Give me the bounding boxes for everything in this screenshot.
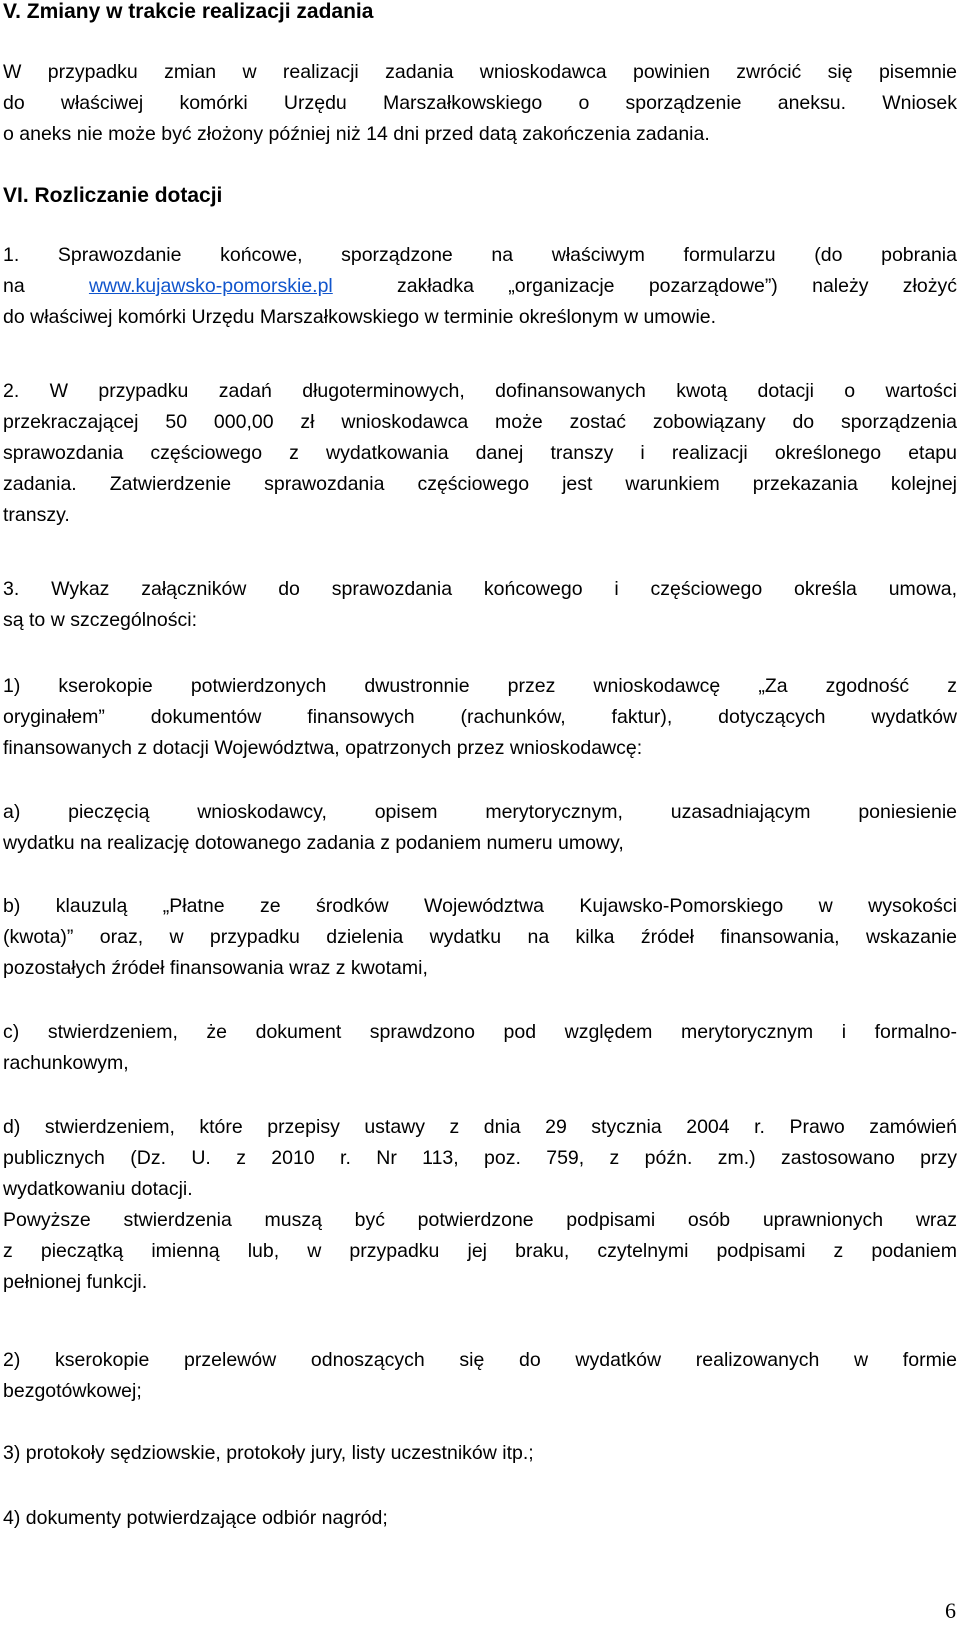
paragraph-line: z pieczątką imienną lub, w przypadku jej braku, czytelnymi podpisami z podaniem xyxy=(3,1240,957,1262)
paragraph-line: są to w szczególności: xyxy=(3,609,198,631)
section-5-heading: V. Zmiany w trakcie realizacji zadania xyxy=(3,0,374,23)
paragraph-line: c) stwierdzeniem, że dokument sprawdzono pod względem merytorycznym i formalno- xyxy=(3,1021,957,1043)
section-5-paragraph xyxy=(3,57,957,150)
item-1-paragraph xyxy=(3,240,957,333)
attachment-1d xyxy=(3,1112,957,1205)
attachment-2 xyxy=(3,1345,957,1407)
paragraph-line: oryginałem” dokumentów finansowych (rachunków, faktur), dotyczących wydatków xyxy=(3,706,957,728)
paragraph-line: a) pieczęcią wnioskodawcy, opisem merytorycznym, uzasadniającym poniesienie xyxy=(3,801,957,823)
paragraph-line: publicznych (Dz. U. z 2010 r. Nr 113, poz. 759, z późn. zm.) zastosowano przy xyxy=(3,1147,957,1169)
paragraph-line: b) klauzulą „Płatne ze środków Województwa Kujawsko-Pomorskiego w wysokości xyxy=(3,895,957,917)
paragraph-text: zakładka „organizacje pozarządowe”) należy złożyć xyxy=(397,275,957,297)
website-link[interactable]: www.kujawsko-pomorskie.pl xyxy=(88,275,333,297)
paragraph-line: zadania. Zatwierdzenie sprawozdania częściowego jest warunkiem przekazania kolejnej xyxy=(3,473,957,495)
paragraph-line: d) stwierdzeniem, które przepisy ustawy z dnia 29 stycznia 2004 r. Prawo zamówień xyxy=(3,1116,957,1138)
section-6-heading: VI. Rozliczanie dotacji xyxy=(3,184,223,207)
paragraph-line: pozostałych źródeł finansowania wraz z kwotami, xyxy=(3,957,428,979)
attachment-4: 4) dokumenty potwierdzające odbiór nagród; xyxy=(3,1507,388,1529)
paragraph-line: (kwota)” oraz, w przypadku dzielenia wydatku na kilka źródeł finansowania, wskazanie xyxy=(3,926,957,948)
attachment-3: 3) protokoły sędziowskie, protokoły jury, listy uczestników itp.; xyxy=(3,1442,534,1464)
paragraph-line: 1. Sprawozdanie końcowe, sporządzone na właściwym formularzu (do pobrania xyxy=(3,244,957,266)
confirmation-paragraph xyxy=(3,1205,957,1298)
item-3-paragraph xyxy=(3,574,957,636)
attachment-1c xyxy=(3,1017,957,1079)
paragraph-line: Powyższe stwierdzenia muszą być potwierdzone podpisami osób uprawnionych wraz xyxy=(3,1209,957,1231)
paragraph-line: 3. Wykaz załączników do sprawozdania końcowego i częściowego określa umowa, xyxy=(3,578,957,600)
paragraph-line: 2. W przypadku zadań długoterminowych, dofinansowanych kwotą dotacji o wartości xyxy=(3,380,957,402)
paragraph-line: finansowanych z dotacji Województwa, opatrzonych przez wnioskodawcę: xyxy=(3,737,643,759)
paragraph-line: bezgotówkowej; xyxy=(3,1380,142,1402)
paragraph-line: W przypadku zmian w realizacji zadania wnioskodawca powinien zwrócić się pisemnie xyxy=(3,61,957,83)
page-number: 6 xyxy=(945,1598,956,1623)
attachment-1a xyxy=(3,797,957,859)
paragraph-line: rachunkowym, xyxy=(3,1052,129,1074)
attachment-1 xyxy=(3,671,957,764)
paragraph-line: wydatkowaniu dotacji. xyxy=(3,1178,193,1200)
paragraph-line: do właściwej komórki Urzędu Marszałkowskiego o sporządzenie aneksu. Wniosek xyxy=(3,92,957,114)
paragraph-line: 1) kserokopie potwierdzonych dwustronnie przez wnioskodawcę „Za zgodność z xyxy=(3,675,957,697)
paragraph-line: przekraczającej 50 000,00 zł wnioskodawca może zostać zobowiązany do sporządzenia xyxy=(3,411,957,433)
paragraph-line: transzy. xyxy=(3,504,70,526)
paragraph-line: wydatku na realizację dotowanego zadania z podaniem numeru umowy, xyxy=(3,832,624,854)
paragraph-line: 2) kserokopie przelewów odnoszących się do wydatków realizowanych w formie xyxy=(3,1349,957,1371)
paragraph-line: o aneks nie może być złożony później niż 14 dni przed datą zakończenia zadania. xyxy=(3,123,710,145)
paragraph-line-with-link xyxy=(3,271,957,302)
attachment-1b xyxy=(3,891,957,984)
paragraph-line: do właściwej komórki Urzędu Marszałkowskiego w terminie określonym w umowie. xyxy=(3,306,717,328)
paragraph-word: na xyxy=(3,275,25,297)
paragraph-line: pełnionej funkcji. xyxy=(3,1271,148,1293)
paragraph-line: sprawozdania częściowego z wydatkowania danej transzy i realizacji określonego etapu xyxy=(3,442,957,464)
item-2-paragraph xyxy=(3,376,957,531)
